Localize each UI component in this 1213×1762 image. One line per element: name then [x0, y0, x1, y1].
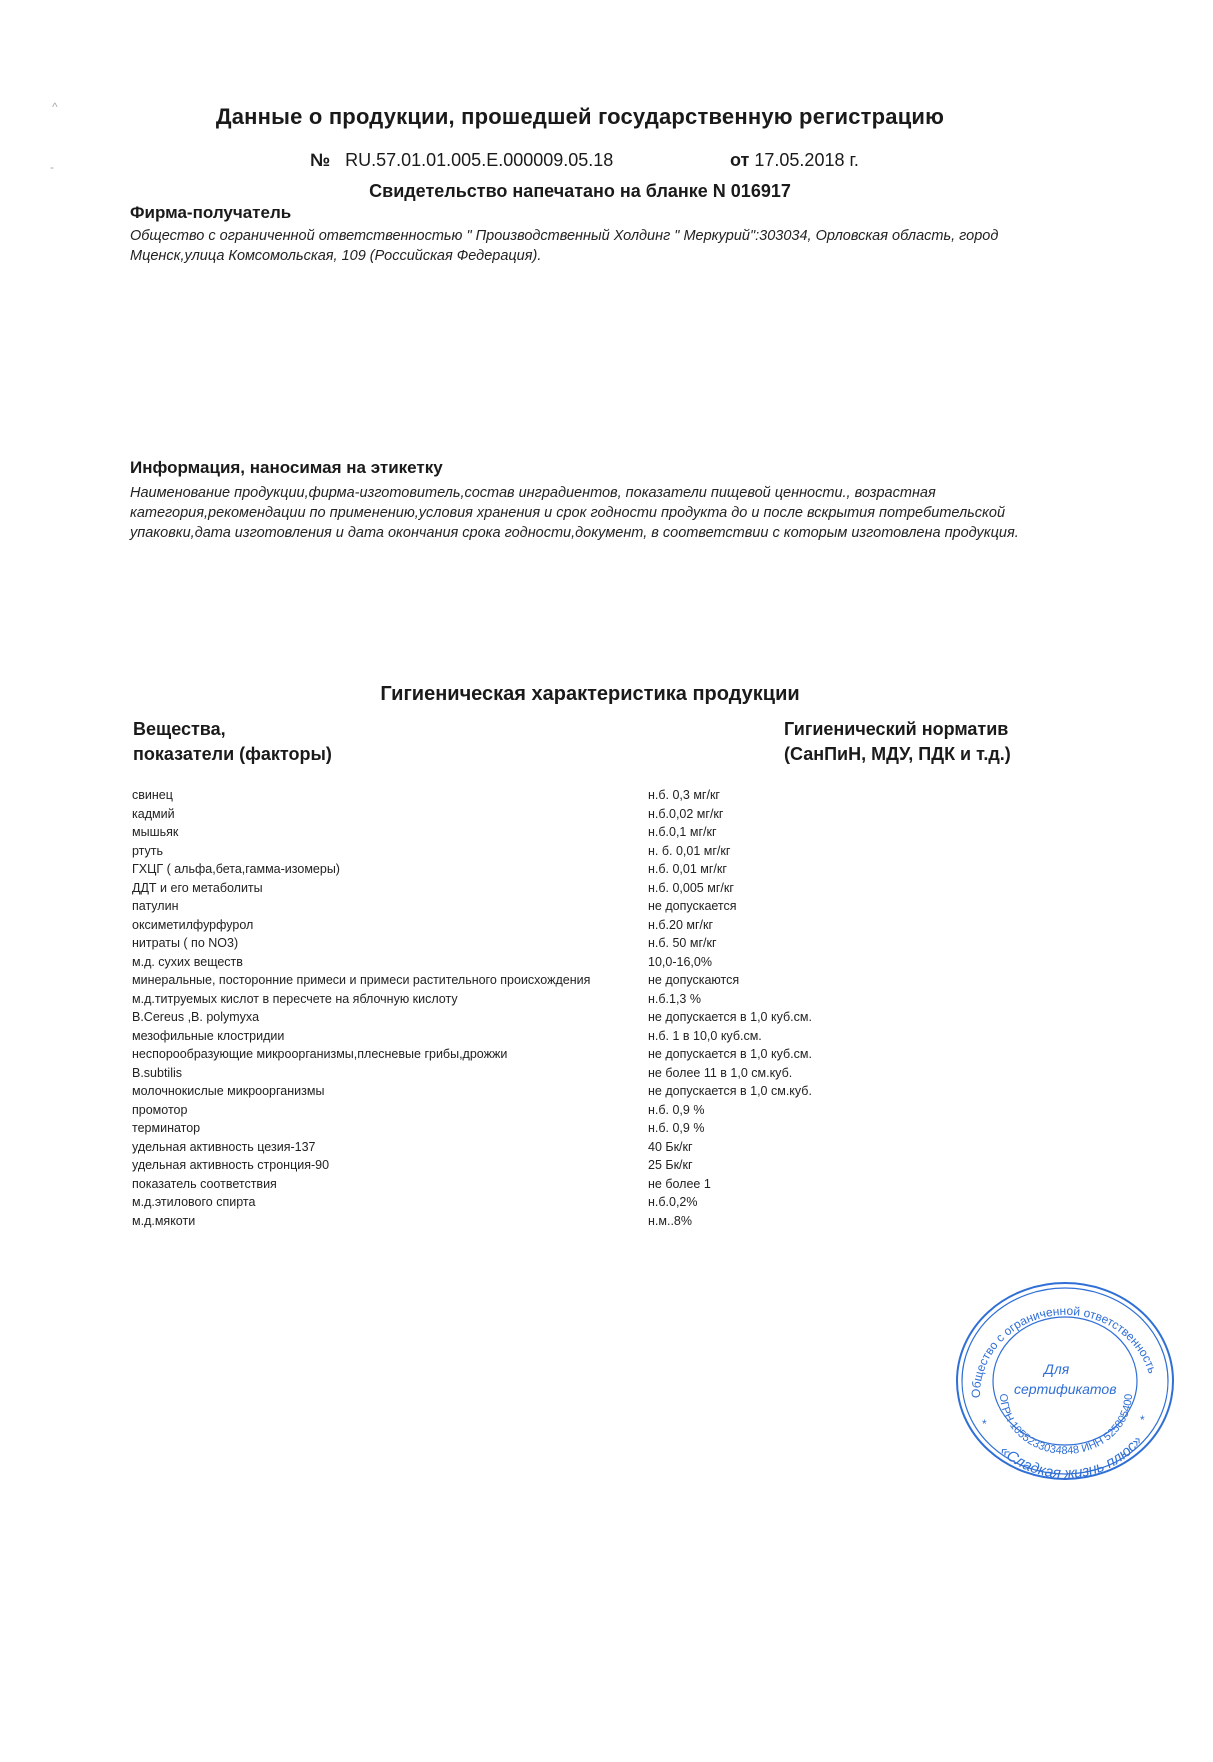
table-row	[132, 1027, 812, 1046]
table-row	[132, 1193, 812, 1212]
substance-name: неспорообразующие микроорганизмы,плесневые грибы,дрожжи	[132, 1047, 508, 1061]
hygiene-norm: н.б.0,1 мг/кг	[648, 825, 717, 839]
table-row	[132, 860, 812, 879]
hygiene-norm: не допускается в 1,0 см.куб.	[648, 1084, 812, 1098]
hygiene-table-body	[132, 786, 812, 1230]
norm-column-header	[784, 717, 1011, 767]
table-row	[132, 1101, 812, 1120]
table-row	[132, 990, 812, 1009]
hygiene-norm: н.б. 0,01 мг/кг	[648, 862, 727, 876]
substance-name: кадмий	[132, 806, 175, 821]
substance-name: минеральные, посторонние примеси и примеси растительного происхождения	[132, 973, 591, 987]
hygiene-norm: н.б.0,02 мг/кг	[648, 806, 724, 821]
norm-header-line2: (СанПиН, МДУ, ПДК и т.д.)	[784, 744, 1011, 764]
registration-date-group	[730, 150, 859, 171]
table-row	[132, 971, 812, 990]
table-row	[132, 1175, 812, 1194]
substance-name: м.д. сухих веществ	[132, 954, 243, 969]
table-row	[132, 1212, 812, 1231]
substance-name: удельная активность цезия-137	[132, 1139, 316, 1154]
hygiene-norm: не допускается в 1,0 куб.см.	[648, 1047, 812, 1061]
stamp-seal-graphic	[952, 1278, 1178, 1484]
stamp-middle-text: ОГРН 1055233034848 ИНН 525805400	[996, 1393, 1136, 1458]
table-row	[132, 1064, 812, 1083]
table-row	[132, 842, 812, 861]
hygiene-norm: 10,0-16,0%	[648, 954, 712, 969]
table-row	[132, 786, 812, 805]
substance-name: мышьяк	[132, 825, 179, 839]
label-info-text: Наименование продукции,фирма-изготовитель,состав ингрaдиентов, показатели пищевой ценности., возрастная категория,рекомендации по применению,условия хранения и срок годности продукта до и после вскрытия потребительской упаковки,дата изготовления и дата окончания срока годности,документ, в соответствии с которым изготовлена продукция.	[130, 485, 1019, 541]
hygiene-norm: не более 11 в 1,0 см.куб.	[648, 1065, 793, 1080]
substance-name: патулин	[132, 899, 179, 913]
hygiene-norm: 25 Бк/кг	[648, 1158, 693, 1172]
substance-name: м.д.мякоти	[132, 1213, 196, 1228]
recipient-text: Общество с ограниченной ответственностью " Производственный Холдинг " Меркурий":303034, Орловская область, город Мценск,улица Комсомольская, 109 (Российская Федерация).	[130, 228, 999, 264]
hygiene-norm: не допускаются	[648, 973, 740, 987]
number-label: №	[310, 150, 331, 170]
table-row	[132, 1138, 812, 1157]
hygiene-heading: Гигиеническая характеристика продукции	[380, 683, 800, 705]
substance-name: ДДТ и его метаболиты	[132, 880, 263, 895]
hygiene-norm: н.б.1,3 %	[648, 991, 701, 1006]
hygiene-norm: 40 Бк/кг	[648, 1139, 693, 1154]
table-row	[132, 805, 812, 824]
substance-name: B.Cereus ,B. polymyxa	[132, 1010, 260, 1024]
hygiene-norm: н.б.20 мг/кг	[648, 917, 714, 932]
substance-name: удельная активность стронция-90	[132, 1158, 330, 1172]
registration-number: RU.57.01.01.005.E.000009.05.18	[345, 150, 614, 170]
substances-header-line2: показатели (факторы)	[133, 744, 332, 764]
document-title: Данные о продукции, прошедшей государственную регистрацию	[215, 104, 945, 129]
table-row	[132, 897, 812, 916]
substance-name: терминатор	[132, 1121, 201, 1135]
stamp-outer-text: Общество с ограниченной ответственность	[968, 1303, 1160, 1399]
hygiene-table	[132, 786, 812, 1230]
hygiene-norm: н. б. 0,01 мг/кг	[648, 843, 731, 858]
hygiene-norm: н.б. 0,3 мг/кг	[648, 788, 720, 802]
stamp-star-left: *	[982, 1417, 987, 1431]
registration-line	[310, 150, 859, 171]
table-row	[132, 879, 812, 898]
hygiene-norm: не допускается в 1,0 куб.см.	[648, 1010, 812, 1024]
hygiene-norm: н.м..8%	[648, 1213, 692, 1228]
substance-name: B.subtilis	[132, 1065, 183, 1080]
substance-name: ртуть	[132, 843, 164, 858]
hygiene-norm: н.б. 50 мг/кг	[648, 936, 717, 950]
substance-name: оксиметилфурфурол	[132, 917, 254, 932]
hygiene-norm: н.б.0,2%	[648, 1195, 698, 1209]
substance-name: нитраты ( по NO3)	[132, 936, 239, 950]
recipient-heading: Фирма-получатель	[130, 203, 292, 222]
hygiene-norm: н.б. 0,005 мг/кг	[648, 880, 734, 895]
hygiene-norm: н.б. 0,9 %	[648, 1102, 705, 1117]
table-row	[132, 934, 812, 953]
substance-name: м.д.этилового спирта	[132, 1195, 256, 1209]
hygiene-norm: не более 1	[648, 1176, 711, 1191]
date-label: от	[730, 150, 750, 170]
substance-name: м.д.титруемых кислот в пересчете на яблочную кислоту	[132, 991, 458, 1006]
substance-name: молочнокислые микроорганизмы	[132, 1084, 325, 1098]
hygiene-norm: н.б. 1 в 10,0 куб.см.	[648, 1028, 762, 1043]
table-row	[132, 1008, 812, 1027]
table-row	[132, 1156, 812, 1175]
margin-mark: ^	[52, 100, 58, 114]
blank-note: Свидетельство напечатано на бланке N 016917	[369, 181, 791, 201]
registration-date: 17.05.2018 г.	[754, 150, 859, 170]
substance-name: свинец	[132, 788, 173, 802]
stamp-center-line1: Для	[1044, 1361, 1070, 1377]
substance-name: промотор	[132, 1102, 188, 1117]
label-info-heading: Информация, наносимая на этикетку	[130, 458, 443, 477]
hygiene-norm: не допускается	[648, 899, 737, 913]
stamp-star-right: *	[1140, 1413, 1145, 1427]
table-row	[132, 1082, 812, 1101]
substance-name: мезофильные клостридии	[132, 1028, 285, 1043]
norm-header-line1: Гигиенический норматив	[784, 719, 1009, 739]
table-row	[132, 1119, 812, 1138]
substances-header-line1: Вещества,	[133, 719, 226, 739]
table-row	[132, 823, 812, 842]
company-stamp	[952, 1278, 1178, 1484]
table-row	[132, 953, 812, 972]
substance-name: ГХЦГ ( альфа,бета,гамма-изомеры)	[132, 862, 340, 876]
table-row	[132, 1045, 812, 1064]
substances-column-header	[133, 717, 332, 767]
margin-mark: -	[50, 160, 54, 174]
stamp-center-line2: сертификатов	[1014, 1381, 1117, 1397]
table-row	[132, 916, 812, 935]
stamp-bottom-text: «Сладкая жизнь плюс»	[996, 1432, 1146, 1483]
hygiene-norm: н.б. 0,9 %	[648, 1121, 705, 1135]
substance-name: показатель соответствия	[132, 1176, 277, 1191]
